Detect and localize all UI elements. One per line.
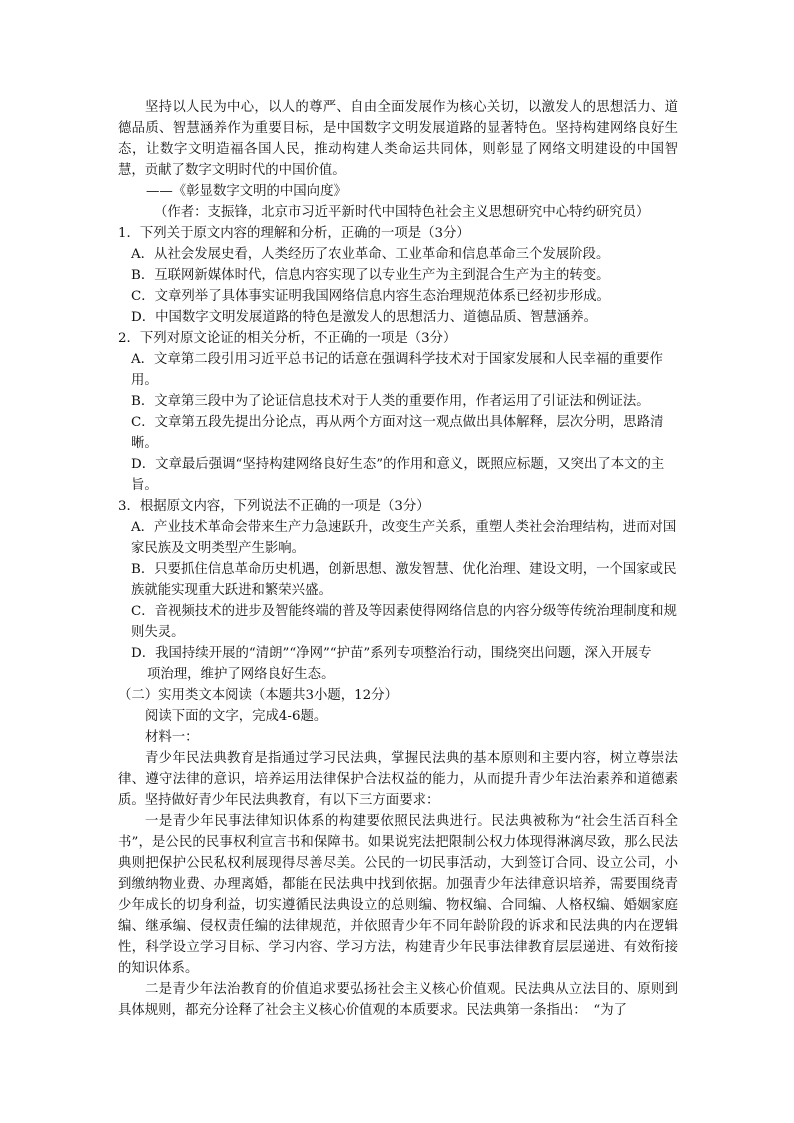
question-1-option-d: D．中国数字文明发展道路的特色是激发人的思想活力、道德品质、智慧涵养。 bbox=[131, 310, 598, 325]
question-2-option-b: B．文章第三段中为了论证信息技术对于人类的重要作用，作者运用了引证法和例证法。 bbox=[131, 394, 650, 409]
question-3-option-a: A．产业技术革命会带来生产力急速跃升，改变生产关系，重塑人类社会治理结构，进而对国家民族及文明类型产生影响。 bbox=[131, 520, 677, 556]
question-2-option-d: D．文章最后强调“坚持构建网络良好生态”的作用和意义，既照应标题，又突出了本文的主旨。 bbox=[131, 457, 665, 493]
material-1-label: 材料一： bbox=[145, 730, 199, 745]
question-3-option-c: C．音视频技术的进步及智能终端的普及等因素使得网络信息的内容分级等传统治理制度和规则失灵。 bbox=[131, 604, 677, 640]
material-paragraph-1: 青少年民法典教育是指通过学习民法典，掌握民法典的基本原则和主要内容，树立尊崇法律、遵守法律的意识，培养运用法律保护合法权益的能力，从而提升青少年法治素养和道德素质。坚持做好青少年民法典教育，有以下三方面要求： bbox=[118, 751, 678, 808]
question-1-option-c: C．文章列举了具体事实证明我国网络信息内容生态治理规范体系已经初步形成。 bbox=[131, 289, 610, 304]
question-1-option-a: A．从社会发展史看，人类经历了农业革命、工业革命和信息革命三个发展阶段。 bbox=[131, 247, 610, 262]
question-3-option-b: B．只要抓住信息革命历史机遇，创新思想、激发智慧、优化治理、建设文明，一个国家或民族就能实现重大跃进和繁荣兴盛。 bbox=[131, 562, 677, 598]
section-2-heading: （二）实用类文本阅读（本题共3小题，12分） bbox=[118, 688, 398, 703]
material-paragraph-2: 一是青少年民事法律知识体系的构建要依照民法典进行。民法典被称为“社会生活百科全书”，是公民的民事权利宣言书和保障书。如果说宪法把限制公权力体现得淋漓尽致，那么民法典则把保护公民私权利展现得尽善尽美。公民的一切民事活动，大到签订合同、设立公司，小到缴纳物业费、办理离婚，都能在民法典中找到依据。加强青少年法律意识培养，需要围绕青少年成长的切身利益，切实遵循民法典设立的总则编、物权编、合同编、人格权编、婚姻家庭编、继承编、侵权责任编的法律规范，并依照青少年不同年龄阶段的诉求和民法典的内在逻辑性，科学设立学习目标、学习内容、学习方法，构建青少年民事法律教育层层递进、有效衔接的知识体系。 bbox=[118, 814, 678, 976]
question-2-option-c: C．文章第五段先提出分论点，再从两个方面对这一观点做出具体解释，层次分明，思路清晰。 bbox=[131, 415, 664, 451]
question-3-stem: 3．根据原文内容，下列说法不正确的一项是（3分） bbox=[118, 499, 430, 514]
section-2-instruction: 阅读下面的文字，完成4-6题。 bbox=[145, 709, 328, 724]
passage-author: （作者：支振锋，北京市习近平新时代中国特色社会主义思想研究中心特约研究员） bbox=[154, 205, 650, 220]
material-paragraph-3: 二是青少年法治教育的价值追求要弘扬社会主义核心价值观。民法典从立法目的、原则到具体规则，都充分诠释了社会主义核心价值观的本质要求。民法典第一条指出： “为了 bbox=[118, 982, 678, 1018]
question-3-option-d bbox=[118, 643, 678, 685]
question-1-stem: 1．下列关于原文内容的理解和分析，正确的一项是（3分） bbox=[118, 226, 470, 241]
document-body bbox=[118, 97, 678, 1021]
question-3-option-d-line2: 项治理，维护了网络良好生态。 bbox=[147, 667, 335, 682]
question-2-stem: 2．下列对原文论证的相关分析，不正确的一项是（3分） bbox=[118, 331, 457, 346]
question-3-option-d-line1: D．我国持续开展的“清朗”“净网”“护苗”系列专项整治行动，围绕突出问题，深入开展专 bbox=[131, 646, 652, 661]
passage-source: ——《彰显数字文明的中国向度》 bbox=[146, 184, 347, 199]
passage-closing-paragraph: 坚持以人民为中心，以人的尊严、自由全面发展作为核心关切，以激发人的思想活力、道德品质、智慧涵养作为重要目标，是中国数字文明发展道路的显著特色。坚持构建网络良好生态，让数字文明造福各国人民，推动构建人类命运共同体，则彰显了网络文明建设的中国智慧，贡献了数字文明时代的中国价值。 bbox=[118, 100, 678, 178]
question-1-option-b: B．互联网新媒体时代，信息内容实现了以专业生产为主到混合生产为主的转变。 bbox=[131, 268, 610, 283]
question-2-option-a: A．文章第二段引用习近平总书记的话意在强调科学技术对于国家发展和人民幸福的重要作用。 bbox=[131, 352, 663, 388]
